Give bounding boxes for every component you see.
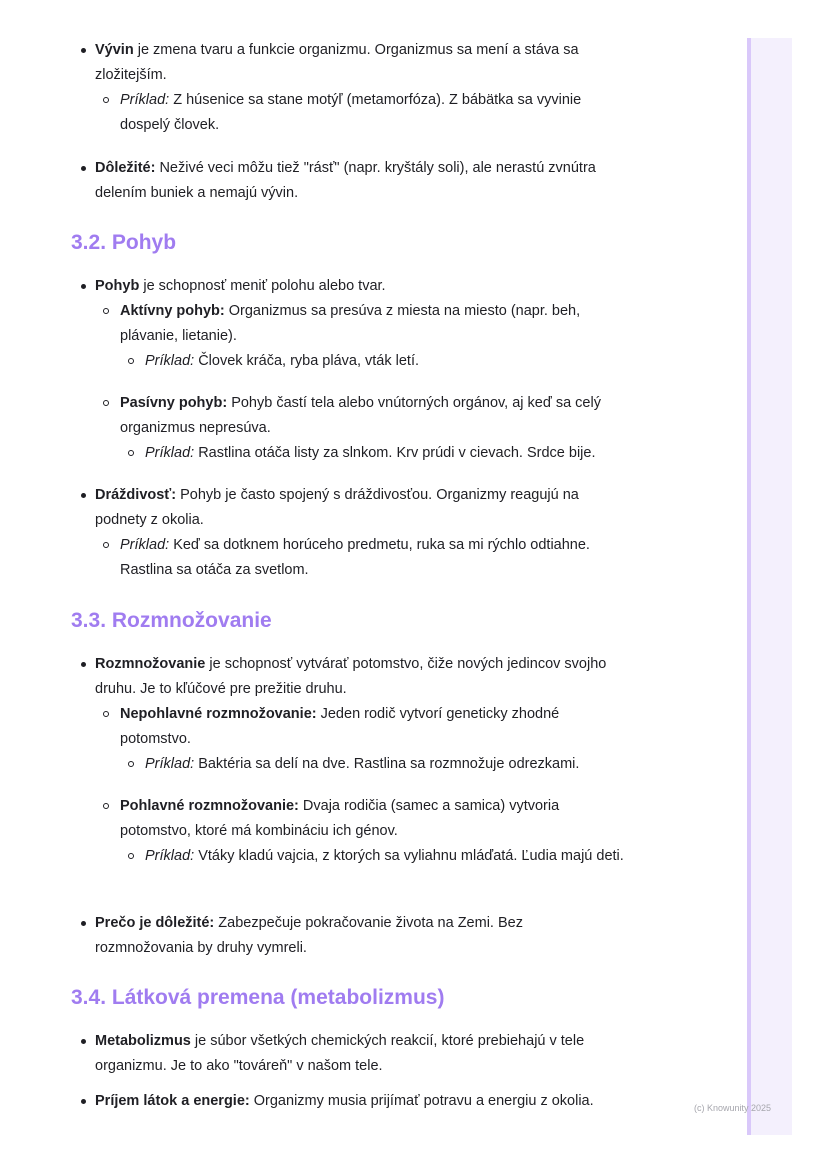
vyvin-block bbox=[0, 38, 740, 138]
text-vyvin: je zmena tvaru a funkcie organizmu. Organizmus sa mení a stáva sa zložitejším. bbox=[95, 42, 579, 83]
text-pohlavne: Dvaja rodičia (samec a samica) vytvoria potomstvo, ktoré má kombináciu ich génov. bbox=[120, 798, 560, 839]
text-pohyb: je schopnosť meniť polohu alebo tvar. bbox=[139, 278, 386, 294]
list-item-preco bbox=[0, 911, 565, 961]
list-item-metabolizmus bbox=[0, 1029, 635, 1079]
term-pasivny: Pasívny pohyb: bbox=[120, 395, 228, 411]
example-aktivny bbox=[120, 349, 620, 374]
term-preco: Prečo je dôležité: bbox=[95, 915, 215, 931]
term-rozmnozovanie: Rozmnožovanie bbox=[95, 656, 206, 672]
heading-3-3: 3.3. Rozmnožovanie bbox=[71, 609, 272, 632]
term-aktivny: Aktívny pohyb: bbox=[120, 303, 225, 319]
example-text: Baktéria sa delí na dve. Rastlina sa rozmnožuje odrezkami. bbox=[194, 756, 580, 772]
example-nepohlavne bbox=[120, 752, 600, 777]
prijem-block bbox=[0, 1089, 740, 1114]
text-pasivny: Pohyb častí tela alebo vnútorných orgánov, aj keď sa celý organizmus nepresúva. bbox=[120, 395, 601, 436]
list-item-vyvin bbox=[0, 38, 625, 138]
term-pohlavne: Pohlavné rozmnožovanie: bbox=[120, 798, 299, 814]
heading-3-4: 3.4. Látková premena (metabolizmus) bbox=[71, 986, 445, 1009]
term-nepohlavne: Nepohlavné rozmnožovanie: bbox=[120, 706, 317, 722]
example-label: Príklad: bbox=[145, 353, 195, 369]
term-pohyb: Pohyb bbox=[95, 278, 140, 294]
example-drazdivost bbox=[95, 533, 640, 583]
example-text: Človek kráča, ryba pláva, vták letí. bbox=[194, 353, 420, 369]
dolezite-block bbox=[0, 156, 740, 206]
list-item-prijem bbox=[0, 1089, 655, 1114]
example-text: Vtáky kladú vajcia, z ktorých sa vyliahnu mláďatá. Ľudia majú deti. bbox=[194, 848, 624, 864]
text-metabolizmus: je súbor všetkých chemických reakcií, ktoré prebiehajú v tele organizmu. Je to ako "továreň" v našom tele. bbox=[95, 1033, 585, 1074]
example-text: Rastlina otáča listy za slnkom. Krv prúdi v cievach. Srdce bije. bbox=[194, 445, 596, 461]
text-drazdivost: Pohyb je často spojený s dráždivosťou. Organizmy reagujú na podnety z okolia. bbox=[95, 487, 579, 528]
list-item-pohlavne bbox=[95, 794, 624, 869]
text-dolezite: Neživé veci môžu tiež "rásť" (napr. kryštály soli), ale nerastú zvnútra delením buniek a nemajú vývin. bbox=[95, 160, 596, 201]
example-label: Príklad: bbox=[145, 848, 195, 864]
list-item-pohyb bbox=[0, 274, 635, 466]
pohyb-block bbox=[0, 274, 740, 466]
example-text: Z húsenice sa stane motýľ (metamorfóza). Z bábätka sa vyvinie dospelý človek. bbox=[120, 92, 582, 133]
example-pohlavne bbox=[120, 844, 625, 869]
example-label: Príklad: bbox=[120, 537, 170, 553]
text-rozmnozovanie: je schopnosť vytvárať potomstvo, čiže nových jedincov svojho druhu. Je to kľúčové pre prežitie druhu. bbox=[95, 656, 607, 697]
example-pasivny bbox=[120, 441, 640, 466]
list-item-nepohlavne bbox=[95, 702, 600, 777]
side-accent-line bbox=[747, 38, 751, 1135]
text-nepohlavne: Jeden rodič vytvorí geneticky zhodné potomstvo. bbox=[120, 706, 560, 747]
text-aktivny: Organizmus sa presúva z miesta na miesto (napr. beh, plávanie, lietanie). bbox=[120, 303, 581, 344]
term-prijem: Príjem látok a energie: bbox=[95, 1093, 250, 1109]
example-label: Príklad: bbox=[120, 92, 170, 108]
rozmnozovanie-block bbox=[0, 652, 740, 869]
term-vyvin: Vývin bbox=[95, 42, 134, 58]
example-text: Keď sa dotknem horúceho predmetu, ruka sa mi rýchlo odtiahne. Rastlina sa otáča za svetlom. bbox=[120, 537, 590, 578]
heading-3-2: 3.2. Pohyb bbox=[71, 231, 177, 254]
list-item-aktivny bbox=[95, 299, 620, 374]
drazdivost-block bbox=[0, 483, 740, 583]
term-metabolizmus: Metabolizmus bbox=[95, 1033, 191, 1049]
example-vyvin bbox=[95, 88, 620, 138]
example-label: Príklad: bbox=[145, 756, 195, 772]
preco-block bbox=[0, 911, 740, 961]
example-label: Príklad: bbox=[145, 445, 195, 461]
list-item-dolezite bbox=[0, 156, 635, 206]
list-item-pasivny bbox=[95, 391, 640, 466]
watermark: (c) Knowunity 2025 bbox=[694, 1103, 772, 1113]
term-drazdivost: Dráždivosť: bbox=[95, 487, 177, 503]
side-panel bbox=[747, 38, 792, 1135]
metabolizmus-block bbox=[0, 1029, 740, 1079]
list-item-rozmnozovanie bbox=[0, 652, 625, 869]
text-preco: Zabezpečuje pokračovanie života na Zemi. Bez rozmnožovania by druhy vymreli. bbox=[95, 915, 523, 956]
text-prijem: Organizmy musia prijímať potravu a energiu z okolia. bbox=[249, 1093, 594, 1109]
term-dolezite: Dôležité: bbox=[95, 160, 156, 176]
list-item-drazdivost bbox=[0, 483, 615, 583]
